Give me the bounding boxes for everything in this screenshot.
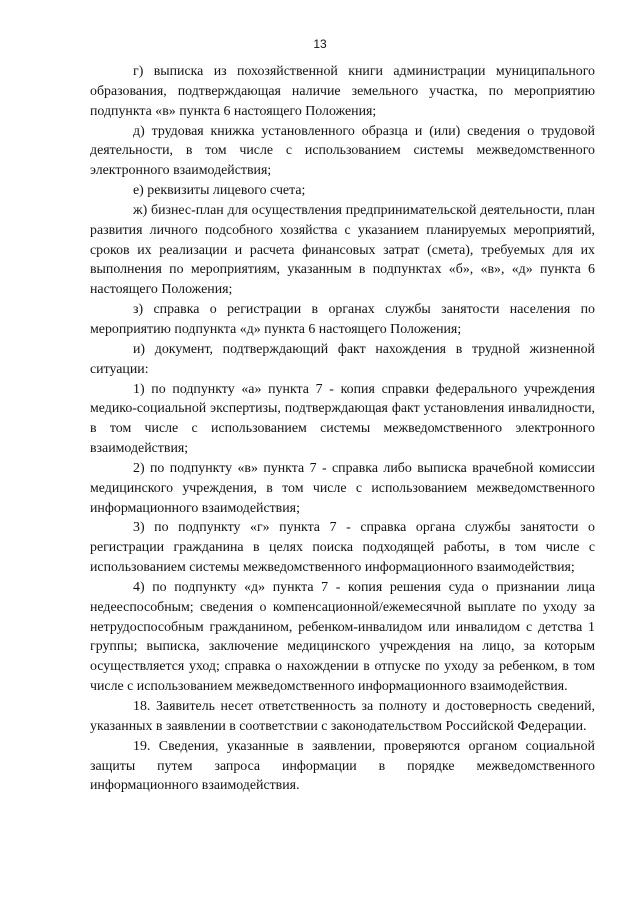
paragraph-zh-business-plan: ж) бизнес-план для осуществления предпринимательской деятельности, план развития личного подсобного хозяйства с указанием планируемых мероприятий, сроков их реализации и расчета финансовых затрат (смета), требуемых для их выполнения по мероприятиям, указанным в подпунктах «б», «в», «д» пункта 6 настоящего Положения; (90, 202, 595, 298)
document-body (90, 62, 595, 796)
paragraph-z-employment-registration: з) справка о регистрации в органах службы занятости населения по мероприятию подпункта «д» пункта 6 настоящего Положения; (90, 302, 595, 337)
page-number: 13 (313, 37, 327, 51)
paragraph-item-2-medical-commission: 2) по подпункту «в» пункта 7 - справка либо выписка врачебной комиссии медицинского учреждения, в том числе с использованием межведомственного информационного взаимодействия; (90, 460, 595, 516)
paragraph-item-1-disability-certificate: 1) по подпункту «а» пункта 7 - копия справки федерального учреждения медико-социальной экспертизы, подтверждающая факт установления инвалидности, в том числе с использованием системы межведомственного электронного взаимодействия; (90, 381, 595, 457)
paragraph-19-information-verification: 19. Сведения, указанные в заявлении, проверяются органом социальной защиты путем запроса информации в порядке межведомственного информационного взаимодействия. (90, 738, 595, 794)
paragraph-i-hardship-document: и) документ, подтверждающий факт нахождения в трудной жизненной ситуации: (90, 341, 595, 377)
paragraph-18-applicant-responsibility: 18. Заявитель несет ответственность за полноту и достоверность сведений, указанных в заявлении в соответствии с законодательством Российской Федерации. (90, 699, 595, 734)
paragraph-d-work-record-book: д) трудовая книжка установленного образца и (или) сведения о трудовой деятельности, в том числе с использованием системы межведомственного электронного взаимодействия; (90, 123, 595, 179)
paragraph-item-3-employment-service: 3) по подпункту «г» пункта 7 - справка органа службы занятости о регистрации гражданина в целях поиска подходящей работы, в том числе с использованием системы межведомственного информационного взаимодействия; (90, 520, 595, 576)
paragraph-g-household-book-extract: г) выписка из похозяйственной книги администрации муниципального образования, подтверждающая наличие земельного участка, по мероприятию подпункта «в» пункта 6 настоящего Положения; (90, 64, 595, 119)
paragraph-item-4-court-decision: 4) по подпункту «д» пункта 7 - копия решения суда о признании лица недееспособным; сведения о компенсационной/ежемесячной выплате по уходу за нетрудоспособным гражданином, ребенком-инвалидом или инвалидом с детства 1 группы; выписка, заключение медицинского учреждения на лицо, за которым осуществляется уход; справка о нахождении в отпуске по уходу за ребенком, в том числе с использованием межведомственного информационного взаимодействия. (90, 579, 595, 695)
paragraph-e-account-details: е) реквизиты лицевого счета; (133, 183, 306, 199)
